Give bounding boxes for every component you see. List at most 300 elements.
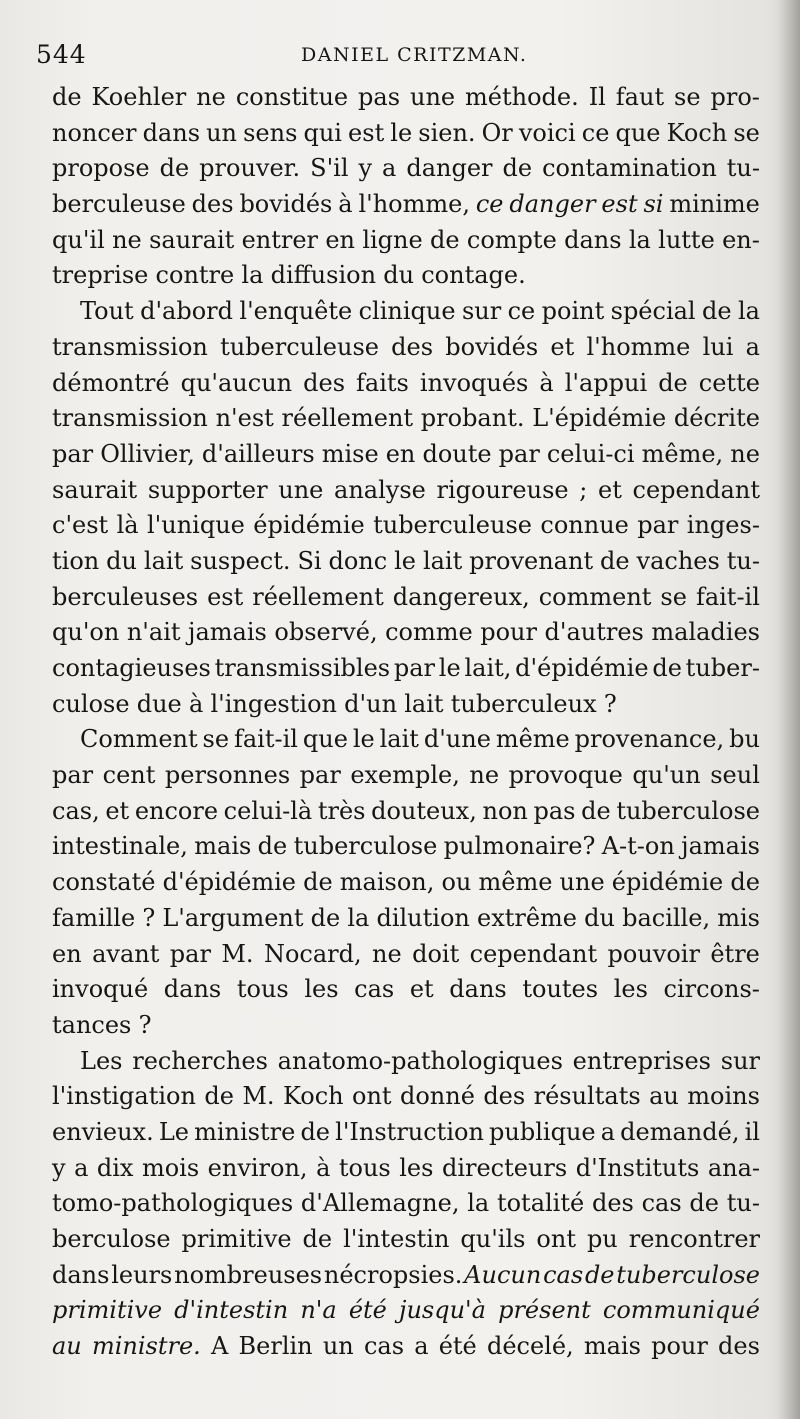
word: transmission — [52, 404, 208, 433]
word: recherches — [132, 1046, 268, 1075]
word: maladies — [651, 618, 760, 647]
word: danger — [406, 154, 493, 183]
word: ligne — [362, 225, 423, 254]
word: y — [358, 154, 373, 183]
word: si — [643, 190, 664, 219]
word: demandé, — [620, 1117, 740, 1146]
word: à — [539, 368, 554, 397]
word: ? — [603, 689, 617, 718]
word: fait-il — [233, 725, 298, 754]
word: Le — [158, 1117, 189, 1146]
word: d'un — [344, 689, 398, 718]
word: une — [278, 475, 324, 504]
word: méthode. — [465, 83, 579, 111]
word: l'instigation — [52, 1082, 196, 1111]
word: ne — [469, 761, 500, 790]
word: sens — [243, 118, 298, 147]
word: de — [502, 154, 533, 183]
word: Nocard, — [263, 939, 362, 968]
text-line — [52, 366, 760, 402]
word: intestinale, — [52, 832, 188, 861]
word: Koch — [666, 118, 728, 147]
word: n'est — [215, 404, 274, 433]
word: qu'aucun — [180, 368, 293, 397]
word: moins — [687, 1082, 760, 1111]
word: treprise — [52, 261, 149, 290]
word: de — [689, 1189, 719, 1218]
word: celui-là — [223, 796, 313, 825]
word: berculeuses — [52, 582, 199, 611]
word: rencontrer — [628, 1225, 760, 1253]
word: été — [348, 1296, 387, 1325]
text-line — [52, 258, 760, 294]
word: ; — [579, 475, 588, 504]
word: pas — [358, 83, 401, 111]
word: transmission — [52, 332, 208, 361]
word: par — [299, 761, 341, 790]
text-line — [52, 544, 760, 580]
word: lait — [422, 546, 463, 575]
word: de — [430, 225, 460, 254]
word: ne — [112, 225, 142, 254]
word: de — [300, 1117, 331, 1146]
word: a — [74, 1153, 89, 1182]
word: y — [52, 1153, 66, 1182]
word: même — [495, 725, 570, 754]
word: l'intestin — [343, 1225, 450, 1253]
text-line — [52, 437, 760, 473]
word: les — [304, 975, 339, 1004]
running-head: DANIEL CRITZMAN. — [301, 44, 528, 66]
word: l'ingestion — [210, 689, 337, 718]
word: épidémie — [611, 868, 724, 897]
word: même — [478, 868, 553, 897]
word: tous — [338, 1153, 391, 1182]
word: circons- — [663, 975, 760, 1004]
word: totalité — [496, 1189, 585, 1218]
word: dangereux, — [392, 582, 530, 611]
word: qu'on — [52, 618, 120, 647]
word: provoque — [508, 761, 623, 790]
text-line — [52, 151, 760, 187]
text-line — [52, 80, 760, 116]
word: des — [591, 1189, 634, 1218]
word: résultats — [533, 1082, 641, 1111]
word: noncer — [52, 118, 137, 147]
word: nécropsies. — [323, 1260, 463, 1289]
text-line — [52, 1222, 760, 1258]
word: Tout — [80, 297, 134, 326]
word: culose — [52, 689, 130, 718]
text-line — [52, 294, 760, 330]
word: que — [302, 725, 348, 754]
text-line — [52, 651, 760, 687]
word: décrite — [673, 404, 760, 433]
word: bovidés — [445, 332, 539, 361]
word: spécial — [610, 297, 696, 326]
word: d'une — [423, 725, 491, 754]
text-line — [52, 794, 760, 830]
word: d'intestin — [174, 1296, 289, 1325]
word: envieux. — [52, 1117, 154, 1146]
text-line — [52, 1044, 760, 1080]
word: en- — [722, 225, 760, 254]
word: famille — [52, 903, 136, 932]
word: pour — [480, 618, 537, 647]
word: personnes — [164, 761, 291, 790]
word: provenant — [469, 546, 594, 575]
word: transmissibles — [214, 654, 391, 682]
word: Ollivier, — [100, 439, 195, 468]
word: est — [207, 582, 244, 611]
word: et — [105, 796, 130, 825]
word: l'Instruction — [335, 1117, 484, 1146]
word: la — [737, 297, 760, 326]
word: vaches — [636, 546, 720, 575]
word: maison, — [339, 868, 435, 897]
word: non — [482, 796, 528, 825]
word: communiqué — [602, 1296, 760, 1325]
text-line — [52, 972, 760, 1008]
word: prouver. — [199, 154, 301, 183]
word: le — [390, 118, 413, 147]
word: douteux, — [371, 796, 477, 825]
word: le — [352, 725, 375, 754]
text-line — [52, 223, 760, 259]
word: a — [414, 1332, 429, 1361]
word: des — [483, 1082, 526, 1111]
word: cas — [363, 1332, 405, 1361]
word: Or — [481, 118, 513, 147]
word: A — [210, 1332, 229, 1361]
word: jusqu'à — [399, 1296, 486, 1325]
word: ministre. — [91, 1332, 201, 1361]
word: ? — [138, 1010, 152, 1039]
word: une — [559, 868, 605, 897]
word: berculeuse — [52, 190, 186, 219]
word: ont — [536, 1225, 576, 1253]
word: du — [584, 903, 615, 932]
word: contre — [155, 261, 235, 290]
word: d'Allemagne, — [300, 1189, 460, 1218]
word: M. — [242, 1082, 275, 1111]
word: est — [601, 190, 638, 219]
word: n'ait — [126, 618, 181, 647]
word: l'homme, — [358, 190, 470, 219]
word: de — [310, 903, 341, 932]
word: dans — [142, 118, 201, 147]
word: c'est — [52, 511, 109, 540]
word: au — [52, 1332, 82, 1361]
word: pas — [533, 796, 576, 825]
word: invoqué — [52, 975, 149, 1004]
word: de — [302, 1225, 333, 1253]
text-line — [52, 1008, 760, 1044]
word: été — [438, 1332, 477, 1361]
word: même, — [641, 439, 724, 468]
text-line — [52, 580, 760, 616]
word: entreprises — [572, 1046, 711, 1075]
text-line — [52, 187, 760, 223]
word: le — [438, 654, 461, 682]
text-line — [52, 116, 760, 152]
word: saurait — [52, 475, 138, 504]
text-line — [52, 1079, 760, 1115]
word: tu- — [726, 546, 760, 575]
word: Il — [588, 83, 606, 111]
word: tu- — [726, 1189, 760, 1218]
word: d'autres — [544, 618, 644, 647]
word: cent — [102, 761, 156, 790]
word: et — [550, 332, 575, 361]
word: de — [584, 1260, 615, 1289]
word: qu'ils — [460, 1225, 526, 1253]
text-line — [52, 937, 760, 973]
word: pouvoir — [607, 939, 700, 968]
text-line — [52, 508, 760, 544]
word: mais — [194, 832, 252, 861]
word: compte — [466, 225, 557, 254]
word: la — [241, 261, 264, 290]
word: la — [467, 1189, 490, 1218]
word: donné — [399, 1082, 475, 1111]
word: seul — [710, 761, 760, 790]
word: celui-ci — [546, 439, 635, 468]
word: réellement — [281, 404, 414, 433]
word: des — [191, 190, 234, 219]
word: bu — [729, 725, 760, 754]
word: cas — [354, 975, 395, 1004]
word: dix — [96, 1153, 134, 1182]
word: par — [637, 511, 679, 540]
word: d'ailleurs — [201, 439, 315, 468]
word: ce — [507, 297, 536, 326]
word: constitue — [235, 83, 349, 111]
word: environ, — [207, 1153, 308, 1182]
word: invoqués — [419, 368, 529, 397]
word: supporter — [147, 475, 268, 504]
word: avant — [92, 939, 160, 968]
word: observé, — [274, 618, 378, 647]
word: épidémie — [253, 511, 365, 540]
word: décelé, — [486, 1332, 574, 1361]
word: ministre — [194, 1117, 296, 1146]
word: nombreuses — [174, 1260, 323, 1289]
word: mois — [141, 1153, 200, 1182]
word: une — [409, 83, 456, 111]
word: est — [348, 118, 385, 147]
word: l'appui — [564, 368, 648, 397]
word: fait-il — [695, 582, 760, 611]
word: A-t-on — [601, 832, 675, 861]
word: très — [317, 796, 366, 825]
word: d'épidémie — [515, 654, 649, 682]
text-line — [52, 722, 760, 758]
word: jamais — [188, 618, 267, 647]
word: constaté — [52, 868, 156, 897]
word: sur — [720, 1046, 760, 1075]
text-line — [52, 401, 760, 437]
word: danger — [509, 190, 596, 219]
word: comme — [385, 618, 473, 647]
word: contage. — [421, 261, 526, 290]
word: clinique — [358, 297, 456, 326]
word: en — [325, 225, 356, 254]
word: lait — [404, 689, 444, 718]
word: il — [744, 1117, 760, 1146]
word: anatomo-pathologiques — [277, 1046, 563, 1075]
word: tion — [52, 546, 100, 575]
word: pro- — [710, 83, 760, 111]
text-line — [52, 1151, 760, 1187]
word: contagieuses — [52, 654, 211, 682]
word: des — [718, 1332, 760, 1361]
word: et — [598, 475, 622, 504]
word: d'Instituts — [575, 1153, 700, 1182]
word: et — [409, 975, 434, 1004]
word: diffusion — [270, 261, 377, 290]
word: cas — [641, 1189, 682, 1218]
word: point — [541, 297, 605, 326]
word: les — [613, 975, 648, 1004]
word: lait, — [464, 654, 512, 682]
word: de — [600, 546, 630, 575]
word: présent — [498, 1296, 591, 1325]
text-line — [52, 1115, 760, 1151]
word: se — [674, 83, 701, 111]
word: connue — [540, 511, 629, 540]
word: pulmonaire? — [443, 832, 596, 861]
word: en — [385, 439, 416, 468]
word: sur — [461, 297, 502, 326]
word: ce — [581, 118, 610, 147]
word: tances — [52, 1010, 132, 1039]
word: sien. — [418, 118, 476, 147]
word: tuberculeuse — [373, 511, 532, 540]
word: tu- — [726, 154, 760, 183]
text-line — [52, 615, 760, 651]
word: de — [52, 83, 82, 111]
word: lutte — [658, 225, 715, 254]
word: tuberculose — [293, 832, 438, 861]
word: la — [628, 225, 651, 254]
word: extrême — [476, 903, 578, 932]
word: a — [382, 154, 397, 183]
word: exemple, — [350, 761, 460, 790]
word: lui — [702, 332, 734, 361]
word: de — [257, 832, 288, 861]
word: des — [303, 368, 346, 397]
word: ou — [441, 868, 472, 897]
word: minime — [669, 190, 760, 219]
word: inges- — [686, 511, 760, 540]
word: Si — [297, 546, 322, 575]
word: réellement — [252, 582, 384, 611]
word: tuberculeuse — [220, 332, 379, 361]
word: qu'il — [52, 225, 105, 254]
word: par — [52, 761, 94, 790]
word: à — [338, 190, 353, 219]
word: toutes — [522, 975, 599, 1004]
word: un — [322, 1332, 354, 1361]
word: Aucun — [464, 1260, 542, 1289]
word: là — [116, 511, 139, 540]
word: due — [136, 689, 182, 718]
text-line — [52, 473, 760, 509]
text-line — [52, 330, 760, 366]
word: de — [652, 654, 682, 682]
word: lait — [143, 546, 184, 575]
word: faut — [615, 83, 665, 111]
word: lait — [379, 725, 419, 754]
word: propose — [52, 154, 150, 183]
word: se — [733, 118, 760, 147]
word: tuberculose — [616, 1260, 760, 1289]
text-line — [52, 1329, 760, 1365]
word: du — [383, 261, 415, 290]
word: directeurs — [441, 1153, 568, 1182]
word: du — [106, 546, 137, 575]
page-edge-shadow — [778, 0, 800, 1419]
word: à — [316, 1153, 331, 1182]
word: ana- — [707, 1153, 760, 1182]
word: tous — [236, 975, 289, 1004]
word: Berlin — [238, 1332, 313, 1361]
word: Koch — [282, 1082, 344, 1111]
word: a — [600, 1117, 616, 1146]
word: de — [581, 796, 611, 825]
word: d'épidémie — [162, 868, 296, 897]
word: rigoureuse — [436, 475, 569, 504]
word: probant. — [420, 404, 525, 433]
word: les — [399, 1153, 434, 1182]
word: au — [649, 1082, 679, 1111]
word: de — [303, 868, 333, 897]
word: Comment — [80, 725, 198, 754]
word: voici — [518, 118, 576, 147]
text-line — [52, 865, 760, 901]
page-number: 544 — [36, 40, 87, 69]
word: dilution — [376, 903, 470, 932]
word: que — [615, 118, 661, 147]
word: Les — [80, 1046, 123, 1075]
word: berculose — [52, 1225, 171, 1253]
word: de — [204, 1082, 234, 1111]
word: ne — [372, 939, 402, 968]
page-header — [36, 40, 776, 74]
word: l'homme — [586, 332, 691, 361]
word: à — [188, 689, 204, 718]
word: M. — [221, 939, 254, 968]
word: de — [159, 154, 190, 183]
word: S'il — [310, 154, 349, 183]
word: faits — [356, 368, 409, 397]
word: se — [202, 725, 230, 754]
word: contamination — [542, 154, 717, 183]
word: un — [206, 118, 238, 147]
text-line — [52, 687, 760, 723]
word: publique — [489, 1117, 596, 1146]
word: dans — [52, 1260, 110, 1289]
word: par — [52, 439, 94, 468]
word: L'argument — [162, 903, 304, 932]
word: pour — [651, 1332, 708, 1361]
word: cependant — [632, 475, 760, 504]
word: a — [745, 332, 760, 361]
word: ne — [196, 83, 226, 111]
word: bovidés — [239, 190, 333, 219]
text-line — [52, 758, 760, 794]
